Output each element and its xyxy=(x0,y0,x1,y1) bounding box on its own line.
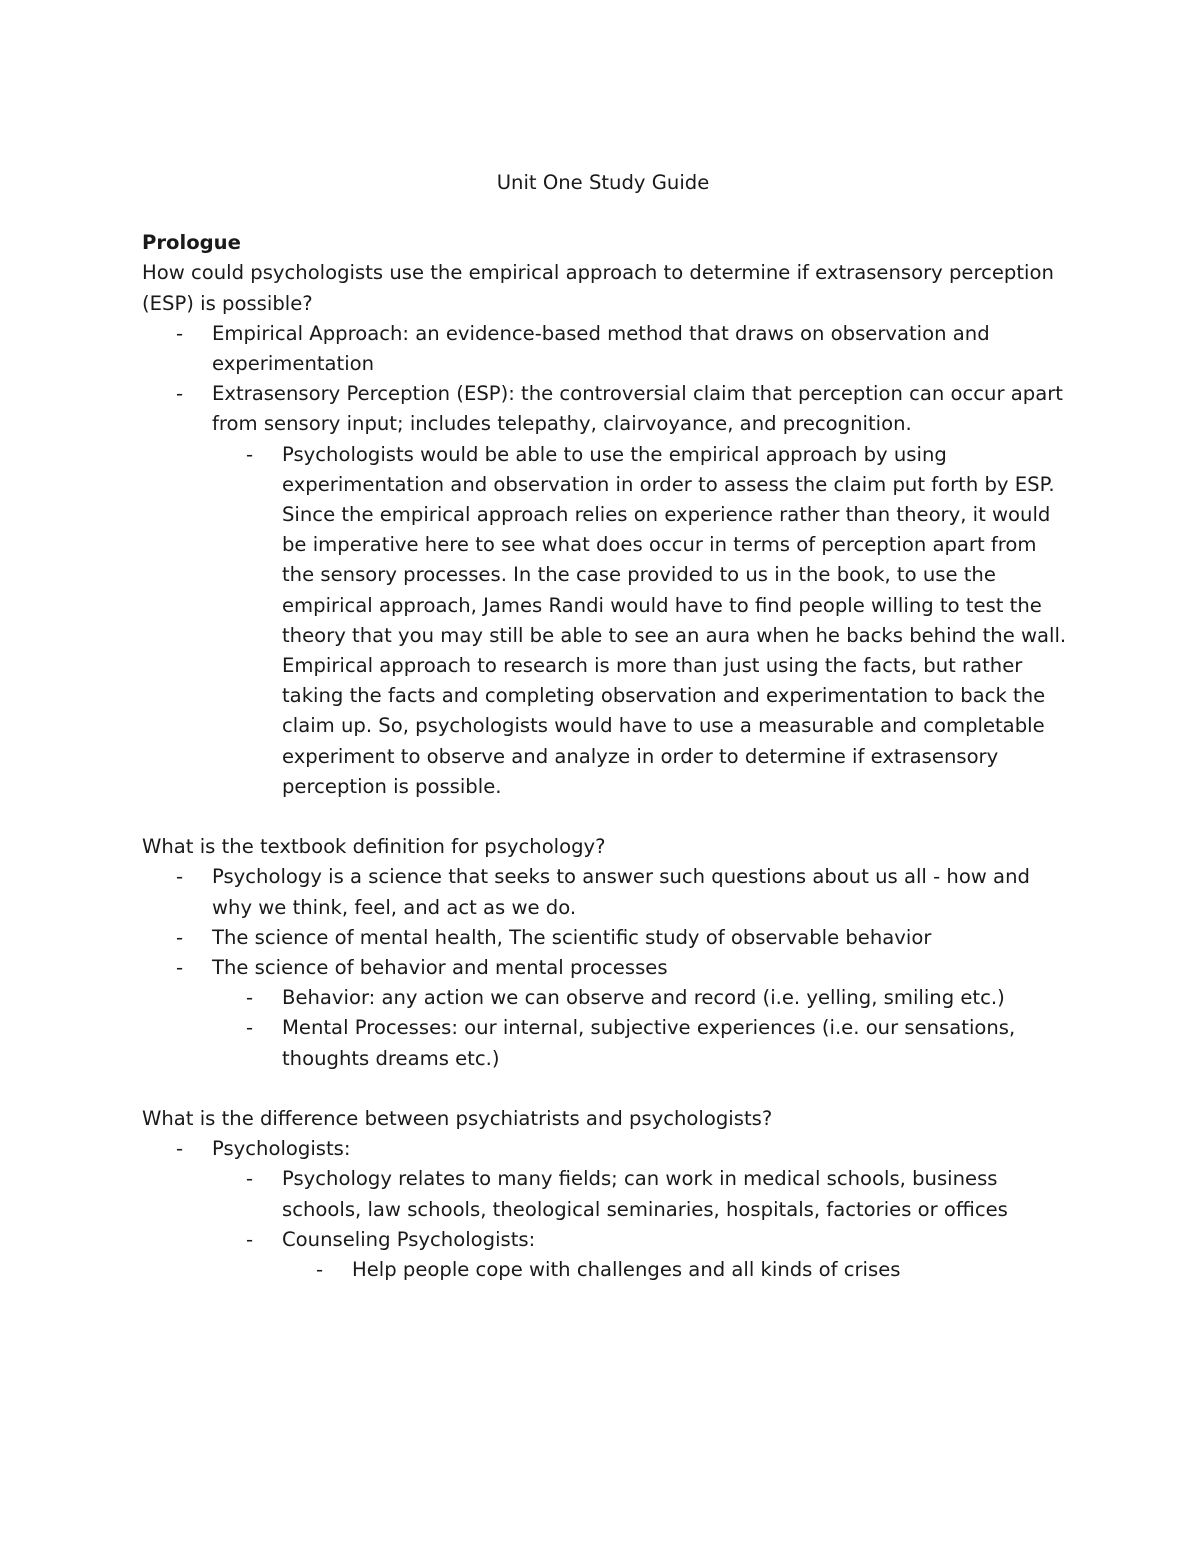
list-item xyxy=(142,1134,1072,1285)
prologue-sublist xyxy=(212,440,1072,802)
list-item xyxy=(142,862,1072,922)
list-item xyxy=(212,983,1072,1013)
list-item-text: Psychologists: xyxy=(212,1137,351,1161)
list-item-text: Psychology is a science that seeks to answer such questions about us all - how and why we think, feel, and act as we do. xyxy=(212,865,1030,919)
dash-bullet: - xyxy=(176,956,184,980)
document-page xyxy=(142,168,1072,1285)
definition-question: What is the textbook definition for psychology? xyxy=(142,835,606,859)
dash-bullet: - xyxy=(316,1258,324,1282)
list-item-text: Behavior: any action we can observe and record (i.e. yelling, smiling etc.) xyxy=(282,986,1005,1010)
list-item-text: The science of mental health, The scientific study of observable behavior xyxy=(212,925,932,949)
prologue-list xyxy=(142,319,1072,802)
list-item xyxy=(282,1255,1072,1285)
definition-list xyxy=(142,862,1072,1073)
list-item-text: Help people cope with challenges and all kinds of crises xyxy=(352,1258,901,1282)
list-item-text: The science of behavior and mental processes xyxy=(212,956,668,980)
list-item xyxy=(142,923,1072,953)
dash-bullet: - xyxy=(246,1016,254,1040)
list-item-text: Empirical Approach: an evidence-based method that draws on observation and experimentation xyxy=(212,321,990,376)
definition-sublist xyxy=(212,983,1072,1074)
list-item-text: Counseling Psychologists: xyxy=(282,1227,536,1251)
dash-bullet: - xyxy=(176,865,184,889)
list-item xyxy=(142,953,1072,1074)
spacer xyxy=(142,1074,1072,1104)
spacer xyxy=(142,802,1072,832)
dash-bullet: - xyxy=(176,925,184,949)
dash-bullet: - xyxy=(246,986,254,1010)
dash-bullet: - xyxy=(246,1227,254,1251)
list-item xyxy=(142,319,1072,379)
dash-bullet: - xyxy=(246,442,254,466)
document-title: Unit One Study Guide xyxy=(496,171,710,194)
dash-bullet: - xyxy=(176,1137,184,1161)
dash-bullet: - xyxy=(246,1167,254,1191)
list-item xyxy=(212,1164,1072,1224)
list-item-text: Mental Processes: our internal, subjective experiences (i.e. our sensations, thoughts dreams etc.) xyxy=(282,1016,1016,1070)
list-item xyxy=(212,440,1072,802)
section-heading-prologue: Prologue xyxy=(142,231,241,255)
difference-subsublist xyxy=(282,1255,1072,1285)
difference-question: What is the difference between psychiatrists and psychologists? xyxy=(142,1107,773,1131)
difference-list xyxy=(142,1134,1072,1285)
list-item xyxy=(212,1225,1072,1285)
list-item xyxy=(142,379,1072,802)
list-item xyxy=(212,1013,1072,1073)
list-item-text: Extrasensory Perception (ESP): the controversial claim that perception can occur apart from sensory input; includes telepathy, clairvoyance, and precognition. xyxy=(212,382,1063,436)
dash-bullet: - xyxy=(176,382,184,406)
list-item-text: Psychologists would be able to use the empirical approach by using experimentation and observation in order to assess the claim put forth by ESP. Since the empirical approach relies on experience rather than theory, it would be imperative here to see what does occur in terms of perception apart from the sensory processes. In the case provided to us in the book, to use the empirical approach, James Randi would have to find people willing to test the theory that you may still be able to see an aura when he backs behind the wall. Empirical approach to research is more than just using the facts, but rather taking the facts and completing observation and experimentation to back the claim up. So, psychologists would have to use a measurable and completable experiment to observe and analyze in order to determine if extrasensory perception is possible. xyxy=(282,442,1067,798)
list-item-text: Psychology relates to many fields; can work in medical schools, business schools, law schools, theological seminaries, hospitals, factories or offices xyxy=(282,1167,1008,1221)
difference-sublist xyxy=(212,1164,1072,1285)
prologue-question: How could psychologists use the empirical approach to determine if extrasensory perception (ESP) is possible? xyxy=(142,261,1054,315)
dash-bullet: - xyxy=(176,321,184,345)
